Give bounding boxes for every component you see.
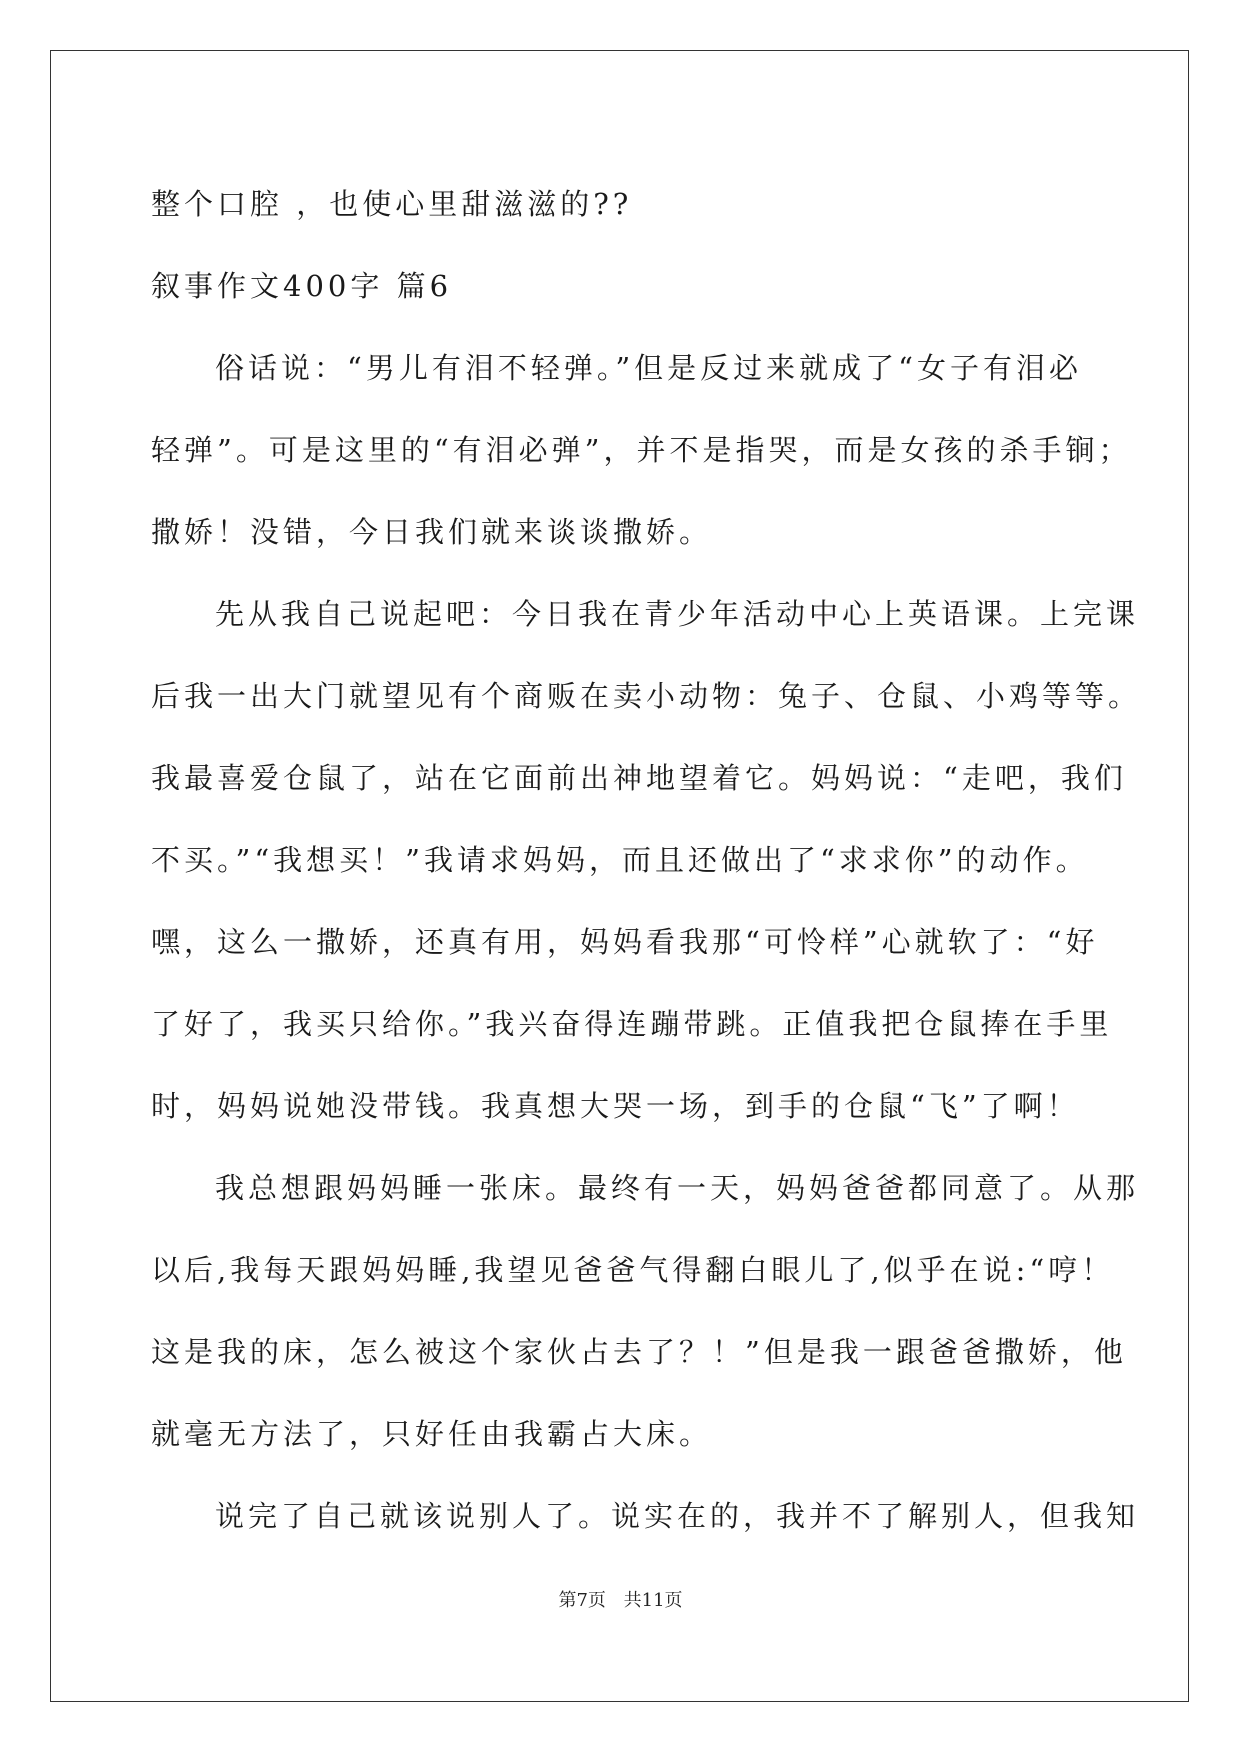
text-line: 轻弹”。可是这里的“有泪必弹”，并不是指哭，而是女孩的杀手锏；: [151, 433, 1132, 467]
paragraph-start: 俗话说：“男儿有泪不轻弹。”但是反过来就成了“女子有泪必: [215, 351, 1082, 385]
text-line: 以后,我每天跟妈妈睡,我望见爸爸气得翻白眼儿了,似乎在说:“哼！: [151, 1253, 1115, 1287]
text-line: 嘿，这么一撒娇，还真有用，妈妈看我那“可怜样”心就软了：“好: [151, 925, 1099, 959]
text-line: 我最喜爱仓鼠了，站在它面前出神地望着它。妈妈说：“走吧，我们: [151, 761, 1127, 795]
text-line: 后我一出大门就望见有个商贩在卖小动物：兔子、仓鼠、小鸡等等。: [151, 679, 1142, 713]
page-number-current: 第7页: [558, 1590, 606, 1611]
paragraph-start: 说完了自己就该说别人了。说实在的，我并不了解别人，但我知: [215, 1499, 1140, 1533]
text-line: 就毫无方法了，只好任由我霸占大床。: [151, 1417, 713, 1451]
paragraph-start: 先从我自己说起吧：今日我在青少年活动中心上英语课。上完课: [215, 597, 1140, 631]
text-line: 这是我的床，怎么被这个家伙占去了？！”但是我一跟爸爸撒娇，他: [151, 1335, 1127, 1369]
text-line: 不买。”“我想买！”我请求妈妈，而且还做出了“求求你”的动作。: [151, 843, 1089, 877]
text-line: 整个口腔 ，也使心里甜滋滋的??: [151, 187, 633, 221]
text-line: 了好了，我买只给你。”我兴奋得连蹦带跳。正值我把仓鼠捧在手里: [151, 1007, 1113, 1041]
paragraph-start: 我总想跟妈妈睡一张床。最终有一天，妈妈爸爸都同意了。从那: [215, 1171, 1140, 1205]
page-footer: [0, 1586, 1241, 1612]
section-heading: 叙事作文400字 篇6: [151, 269, 453, 303]
document-body: [151, 163, 1142, 1557]
page-number-total: 共11页: [623, 1590, 683, 1611]
text-line: 撒娇！没错，今日我们就来谈谈撒娇。: [151, 515, 713, 549]
text-line: 时，妈妈说她没带钱。我真想大哭一场，到手的仓鼠“飞”了啊！: [151, 1089, 1080, 1123]
